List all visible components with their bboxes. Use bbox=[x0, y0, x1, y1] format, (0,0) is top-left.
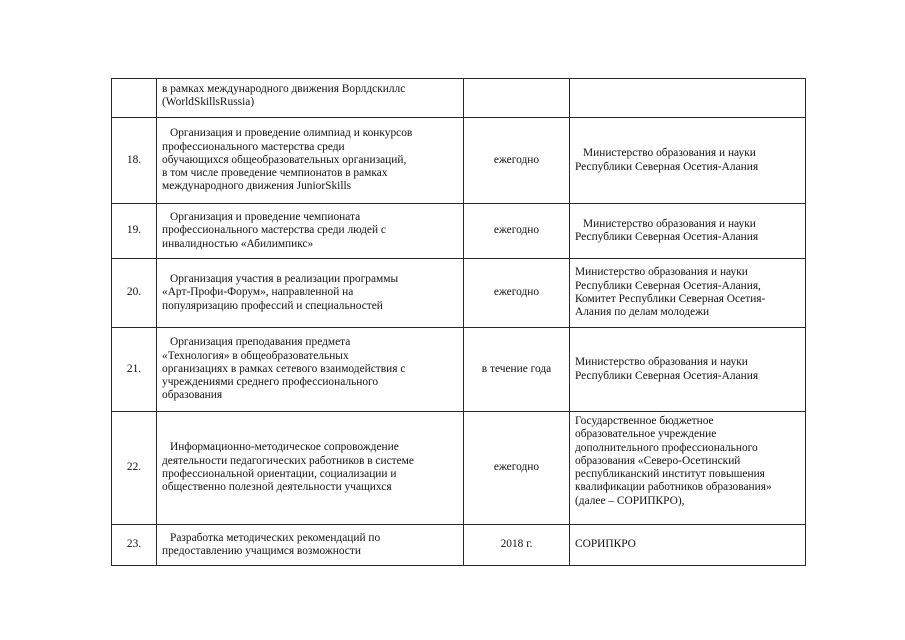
table-row bbox=[112, 412, 806, 525]
responsible-party bbox=[570, 79, 806, 118]
responsible-party: Министерство образования и науки Республики Северная Осетия-Алания bbox=[570, 118, 806, 204]
table-row bbox=[112, 79, 806, 118]
row-number: 19. bbox=[112, 204, 157, 259]
table-row bbox=[112, 525, 806, 566]
activity-description: Организация преподавания предмета «Технология» в общеобразовательных организациях в рамках сетевого взаимодействия с учреждениями среднего профессионального образования bbox=[157, 328, 464, 412]
activity-term bbox=[464, 79, 570, 118]
activity-term: ежегодно bbox=[464, 259, 570, 328]
activity-term: ежегодно bbox=[464, 204, 570, 259]
activity-description: Информационно-методическое сопровождение деятельности педагогических работников в системе профессиональной ориентации, социализации и общественно полезной деятельности учащихся bbox=[157, 412, 464, 525]
table-row bbox=[112, 204, 806, 259]
responsible-party: Министерство образования и науки Республики Северная Осетия-Алания, Комитет Республики Северная Осетия- Алания по делам молодежи bbox=[570, 259, 806, 328]
row-number: 21. bbox=[112, 328, 157, 412]
responsible-party: Министерство образования и науки Республики Северная Осетия-Алания bbox=[570, 328, 806, 412]
responsible-party: Государственное бюджетное образовательное учреждение дополнительного профессионального образования «Северо-Осетинский республиканский институт повышения квалификации работников образования» (далее – СОРИПКРО), bbox=[570, 412, 806, 525]
activity-plan-table bbox=[111, 78, 806, 566]
row-number: 18. bbox=[112, 118, 157, 204]
activity-term: 2018 г. bbox=[464, 525, 570, 566]
table-row bbox=[112, 328, 806, 412]
row-number: 22. bbox=[112, 412, 157, 525]
activity-term: ежегодно bbox=[464, 412, 570, 525]
activity-description: в рамках международного движения Ворлдскиллс (WorldSkillsRussia) bbox=[157, 79, 464, 118]
table-row bbox=[112, 259, 806, 328]
table-row bbox=[112, 118, 806, 204]
activity-term: ежегодно bbox=[464, 118, 570, 204]
activity-description: Организация участия в реализации программы «Арт-Профи-Форум», направленной на популяризацию профессий и специальностей bbox=[157, 259, 464, 328]
activity-term: в течение года bbox=[464, 328, 570, 412]
activity-description: Разработка методических рекомендаций по предоставлению учащимся возможности bbox=[157, 525, 464, 566]
row-number: 23. bbox=[112, 525, 157, 566]
responsible-party: Министерство образования и науки Республики Северная Осетия-Алания bbox=[570, 204, 806, 259]
responsible-party: СОРИПКРО bbox=[570, 525, 806, 566]
row-number bbox=[112, 79, 157, 118]
activity-description: Организация и проведение олимпиад и конкурсов профессионального мастерства среди обучающихся общеобразовательных организаций, в том числе проведение чемпионатов в рамках международного движения JuniorSkills bbox=[157, 118, 464, 204]
row-number: 20. bbox=[112, 259, 157, 328]
activity-description: Организация и проведение чемпионата профессионального мастерства среди людей с инвалидностью «Абилимпикс» bbox=[157, 204, 464, 259]
